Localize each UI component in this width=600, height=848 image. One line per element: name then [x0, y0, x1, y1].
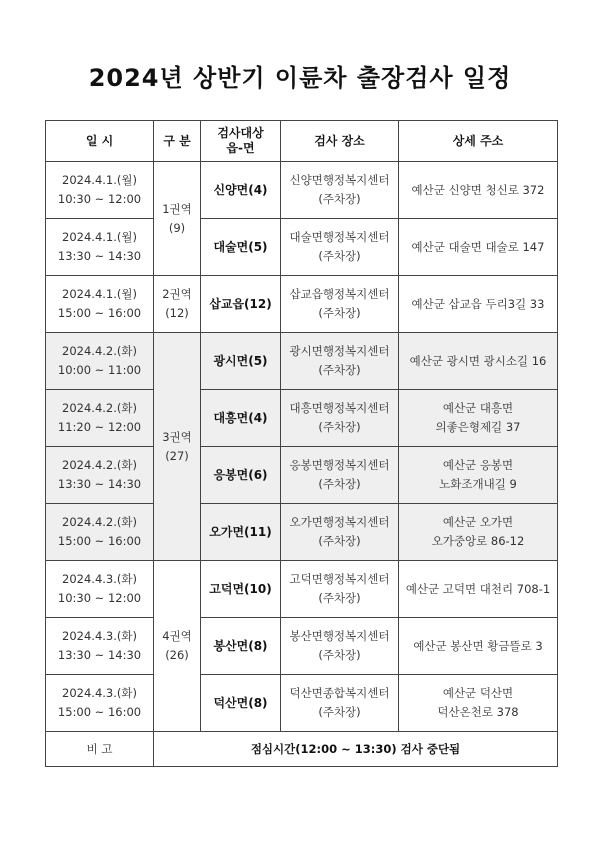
place-name: 신양면행정복지센터 — [289, 173, 390, 187]
place-cell — [281, 675, 399, 732]
address-line2: 의좋은형제길 37 — [435, 420, 521, 434]
place-name: 응봉면행정복지센터 — [289, 458, 390, 472]
date-text: 2024.4.3.(화) — [62, 572, 137, 586]
zone-name: 2권역 — [162, 287, 192, 301]
header-target-line2: 읍-면 — [226, 141, 255, 155]
table-row — [46, 276, 558, 333]
place-cell — [281, 276, 399, 333]
date-text: 2024.4.2.(화) — [62, 515, 137, 529]
date-text: 2024.4.1.(월) — [62, 287, 137, 301]
datetime-cell — [46, 561, 154, 618]
address-cell — [399, 162, 558, 219]
address-cell — [399, 219, 558, 276]
address-line1: 예산군 응봉면 — [442, 458, 514, 472]
datetime-cell — [46, 447, 154, 504]
place-detail: (주차장) — [318, 705, 361, 719]
place-cell — [281, 561, 399, 618]
table-header-row — [46, 121, 558, 162]
place-name: 대술면행정복지센터 — [289, 230, 390, 244]
time-text: 13:30 ~ 14:30 — [57, 648, 142, 662]
datetime-cell — [46, 504, 154, 561]
place-cell — [281, 333, 399, 390]
town-cell: 삽교읍(12) — [201, 276, 281, 333]
address-cell — [399, 504, 558, 561]
footer-note: 점심시간(12:00 ~ 13:30) 검사 중단됨 — [154, 732, 558, 767]
time-text: 13:30 ~ 14:30 — [57, 477, 142, 491]
town-cell: 응봉면(6) — [201, 447, 281, 504]
time-text: 11:20 ~ 12:00 — [57, 420, 142, 434]
zone-count: (12) — [165, 306, 189, 320]
address-line1: 예산군 오가면 — [442, 515, 514, 529]
zone-cell — [154, 276, 201, 333]
place-detail: (주차장) — [318, 306, 361, 320]
address-line1: 예산군 신양면 청신로 372 — [411, 182, 545, 197]
place-cell — [281, 162, 399, 219]
address-line2: 노화조개내길 9 — [439, 477, 517, 491]
table-row — [46, 219, 558, 276]
datetime-cell — [46, 618, 154, 675]
header-target — [201, 121, 281, 162]
place-cell — [281, 447, 399, 504]
address-cell — [399, 333, 558, 390]
town-cell: 오가면(11) — [201, 504, 281, 561]
place-detail: (주차장) — [318, 420, 361, 434]
town-cell: 봉산면(8) — [201, 618, 281, 675]
datetime-cell — [46, 162, 154, 219]
place-cell — [281, 390, 399, 447]
footer-label: 비 고 — [46, 732, 154, 767]
datetime-cell — [46, 276, 154, 333]
address-line1: 예산군 덕산면 — [442, 686, 514, 700]
zone-name: 3권역 — [162, 429, 192, 444]
address-line1: 예산군 고덕면 대천리 708-1 — [405, 581, 551, 596]
table-row — [46, 333, 558, 390]
zone-cell — [154, 561, 201, 732]
zone-count: (27) — [165, 448, 189, 463]
date-text: 2024.4.3.(화) — [62, 629, 137, 643]
place-name: 덕산면종합복지센터 — [289, 686, 390, 700]
date-text: 2024.4.2.(화) — [62, 401, 137, 415]
time-text: 10:30 ~ 12:00 — [57, 591, 142, 605]
place-name: 삽교읍행정복지센터 — [289, 287, 390, 301]
zone-cell — [154, 162, 201, 276]
header-place: 검사 장소 — [281, 121, 399, 162]
town-cell: 대흥면(4) — [201, 390, 281, 447]
address-line2: 덕산온천로 378 — [437, 705, 519, 719]
address-cell — [399, 675, 558, 732]
place-detail: (주차장) — [318, 591, 361, 605]
place-name: 봉산면행정복지센터 — [289, 629, 390, 643]
place-cell — [281, 504, 399, 561]
date-text: 2024.4.1.(월) — [62, 230, 137, 244]
zone-name: 1권역 — [162, 201, 192, 216]
place-name: 대흥면행정복지센터 — [289, 401, 390, 415]
header-address: 상세 주소 — [399, 121, 558, 162]
place-detail: (주차장) — [318, 534, 361, 548]
address-line1: 예산군 봉산면 황금뜰로 3 — [413, 638, 543, 653]
table-row — [46, 390, 558, 447]
address-line1: 예산군 삽교읍 두리3길 33 — [411, 296, 545, 311]
date-text: 2024.4.2.(화) — [62, 344, 137, 358]
address-cell — [399, 618, 558, 675]
place-detail: (주차장) — [318, 648, 361, 662]
town-cell: 신양면(4) — [201, 162, 281, 219]
place-detail: (주차장) — [318, 249, 361, 263]
header-target-line1: 검사대상 — [217, 126, 264, 140]
address-cell — [399, 447, 558, 504]
zone-cell — [154, 333, 201, 561]
address-line1: 예산군 대술면 대술로 147 — [411, 239, 545, 254]
place-name: 고덕면행정복지센터 — [289, 572, 390, 586]
address-line1: 예산군 광시면 광시소길 16 — [409, 353, 547, 368]
time-text: 15:00 ~ 16:00 — [57, 306, 142, 320]
address-line1: 예산군 대흥면 — [442, 401, 514, 415]
zone-name: 4권역 — [162, 629, 192, 643]
table-row — [46, 618, 558, 675]
town-cell: 덕산면(8) — [201, 675, 281, 732]
table-row — [46, 561, 558, 618]
table-row — [46, 162, 558, 219]
address-cell — [399, 561, 558, 618]
time-text: 10:00 ~ 11:00 — [57, 363, 142, 377]
place-cell — [281, 618, 399, 675]
datetime-cell — [46, 219, 154, 276]
place-detail: (주차장) — [318, 477, 361, 491]
datetime-cell — [46, 675, 154, 732]
footer-row — [46, 732, 558, 767]
address-cell — [399, 390, 558, 447]
header-datetime: 일 시 — [46, 121, 154, 162]
date-text: 2024.4.2.(화) — [62, 458, 137, 472]
datetime-cell — [46, 390, 154, 447]
header-zone: 구 분 — [154, 121, 201, 162]
page-title: 2024년 상반기 이륜차 출장검사 일정 — [88, 64, 512, 92]
table-row — [46, 675, 558, 732]
time-text: 10:30 ~ 12:00 — [57, 192, 142, 206]
table-row — [46, 504, 558, 561]
datetime-cell — [46, 333, 154, 390]
zone-count: (9) — [168, 220, 186, 235]
place-name: 광시면행정복지센터 — [289, 344, 390, 358]
place-name: 오가면행정복지센터 — [289, 515, 390, 529]
town-cell: 대술면(5) — [201, 219, 281, 276]
schedule-table — [45, 120, 558, 767]
time-text: 15:00 ~ 16:00 — [57, 705, 142, 719]
time-text: 13:30 ~ 14:30 — [57, 249, 142, 263]
place-cell — [281, 219, 399, 276]
address-line2: 오가중앙로 86-12 — [431, 534, 525, 548]
date-text: 2024.4.1.(월) — [62, 173, 137, 187]
place-detail: (주차장) — [318, 192, 361, 206]
date-text: 2024.4.3.(화) — [62, 686, 137, 700]
address-cell — [399, 276, 558, 333]
table-row — [46, 447, 558, 504]
zone-count: (26) — [165, 648, 189, 662]
time-text: 15:00 ~ 16:00 — [57, 534, 142, 548]
place-detail: (주차장) — [318, 363, 361, 377]
town-cell: 고덕면(10) — [201, 561, 281, 618]
town-cell: 광시면(5) — [201, 333, 281, 390]
